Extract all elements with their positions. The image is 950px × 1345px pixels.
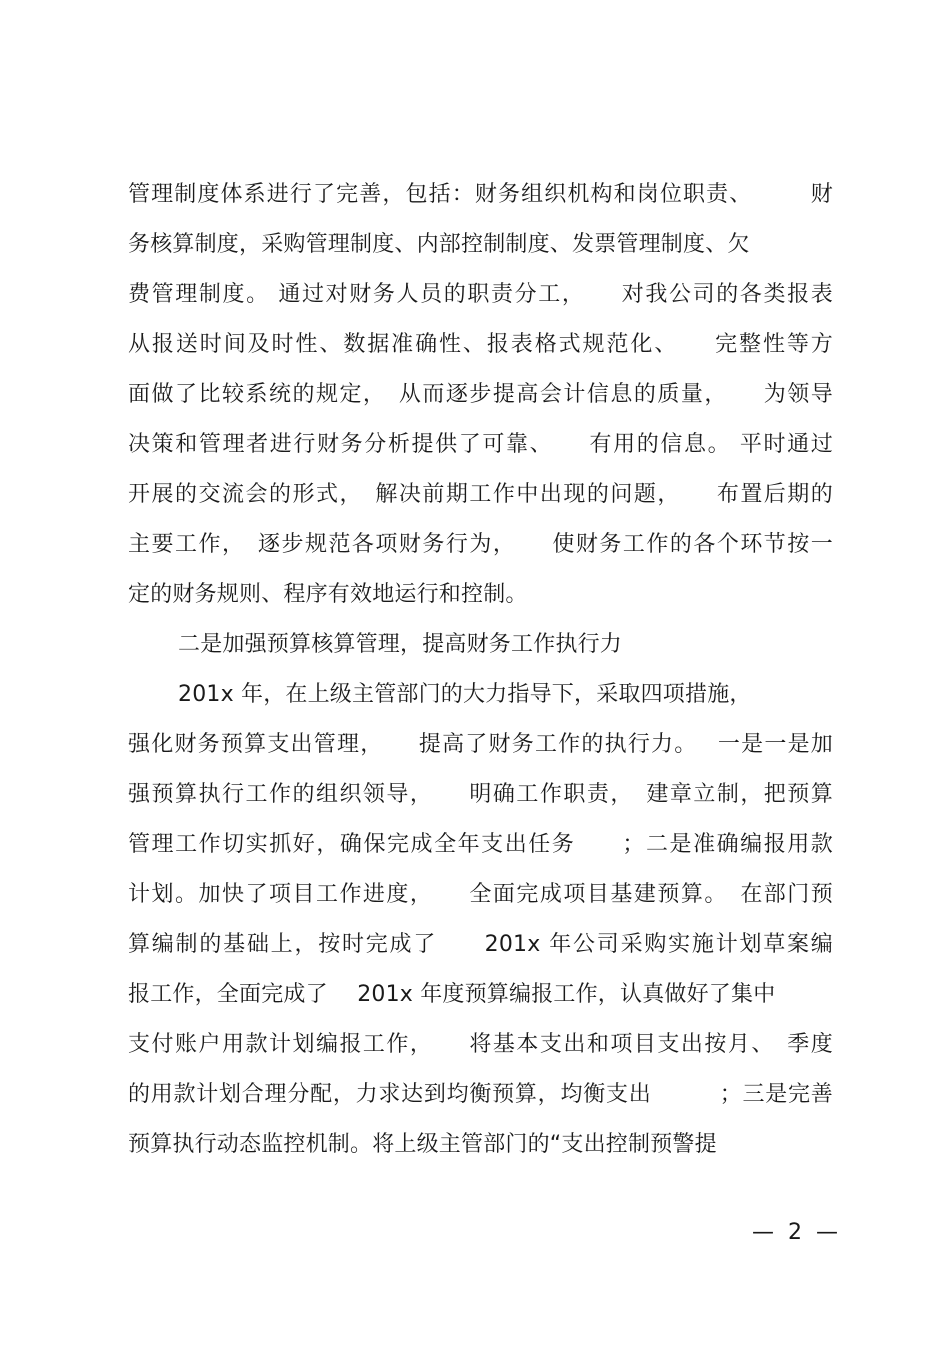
text-line: 报工作，全面完成了 201x 年度预算编报工作，认真做好了集中 bbox=[128, 982, 776, 1007]
text-line: 201x 年，在上级主管部门的大力指导下，采取四项措施， bbox=[178, 682, 752, 707]
text-line: 算编制的基础上，按时完成了 201x 年公司采购实施计划草案编 bbox=[128, 932, 833, 957]
text-line: 的用款计划合理分配，力求达到均衡预算，均衡支出 ；三是完善 bbox=[128, 1082, 833, 1107]
text-line: 定的财务规则、程序有效地运行和控制。 bbox=[128, 582, 528, 607]
text-line: 计划。加快了项目工作进度， 全面完成项目基建预算。 在部门预 bbox=[128, 882, 833, 907]
text-line: 强预算执行工作的组织领导， 明确工作职责， 建章立制，把预算 bbox=[128, 782, 833, 807]
text-line: 务核算制度，采购管理制度、内部控制制度、发票管理制度、欠 bbox=[128, 232, 750, 257]
text-line: 强化财务预算支出管理， 提高了财务工作的执行力。 一是一是加 bbox=[128, 732, 833, 757]
page-number: — 2 — bbox=[752, 1220, 838, 1245]
text-line: 决策和管理者进行财务分析提供了可靠、 有用的信息。 平时通过 bbox=[128, 432, 833, 457]
text-line: 支付账户用款计划编报工作， 将基本支出和项目支出按月、 季度 bbox=[128, 1032, 833, 1057]
text-line: 预算执行动态监控机制。将上级主管部门的“支出控制预警提 bbox=[128, 1132, 717, 1157]
text-line: 面做了比较系统的规定， 从而逐步提高会计信息的质量， 为领导 bbox=[128, 382, 833, 407]
text-line: 主要工作， 逐步规范各项财务行为， 使财务工作的各个环节按一 bbox=[128, 532, 833, 557]
text-line: 开展的交流会的形式， 解决前期工作中出现的问题， 布置后期的 bbox=[128, 482, 833, 507]
text-line: 管理工作切实抓好，确保完成全年支出任务 ；二是准确编报用款 bbox=[128, 832, 833, 857]
document-body bbox=[128, 170, 833, 1170]
text-line: 管理制度体系进行了完善，包括：财务组织机构和岗位职责、 财 bbox=[128, 182, 833, 207]
text-line: 费管理制度。 通过对财务人员的职责分工， 对我公司的各类报表 bbox=[128, 282, 833, 307]
text-line: 二是加强预算核算管理，提高财务工作执行力 bbox=[178, 632, 623, 657]
text-line: 从报送时间及时性、数据准确性、报表格式规范化、 完整性等方 bbox=[128, 332, 833, 357]
